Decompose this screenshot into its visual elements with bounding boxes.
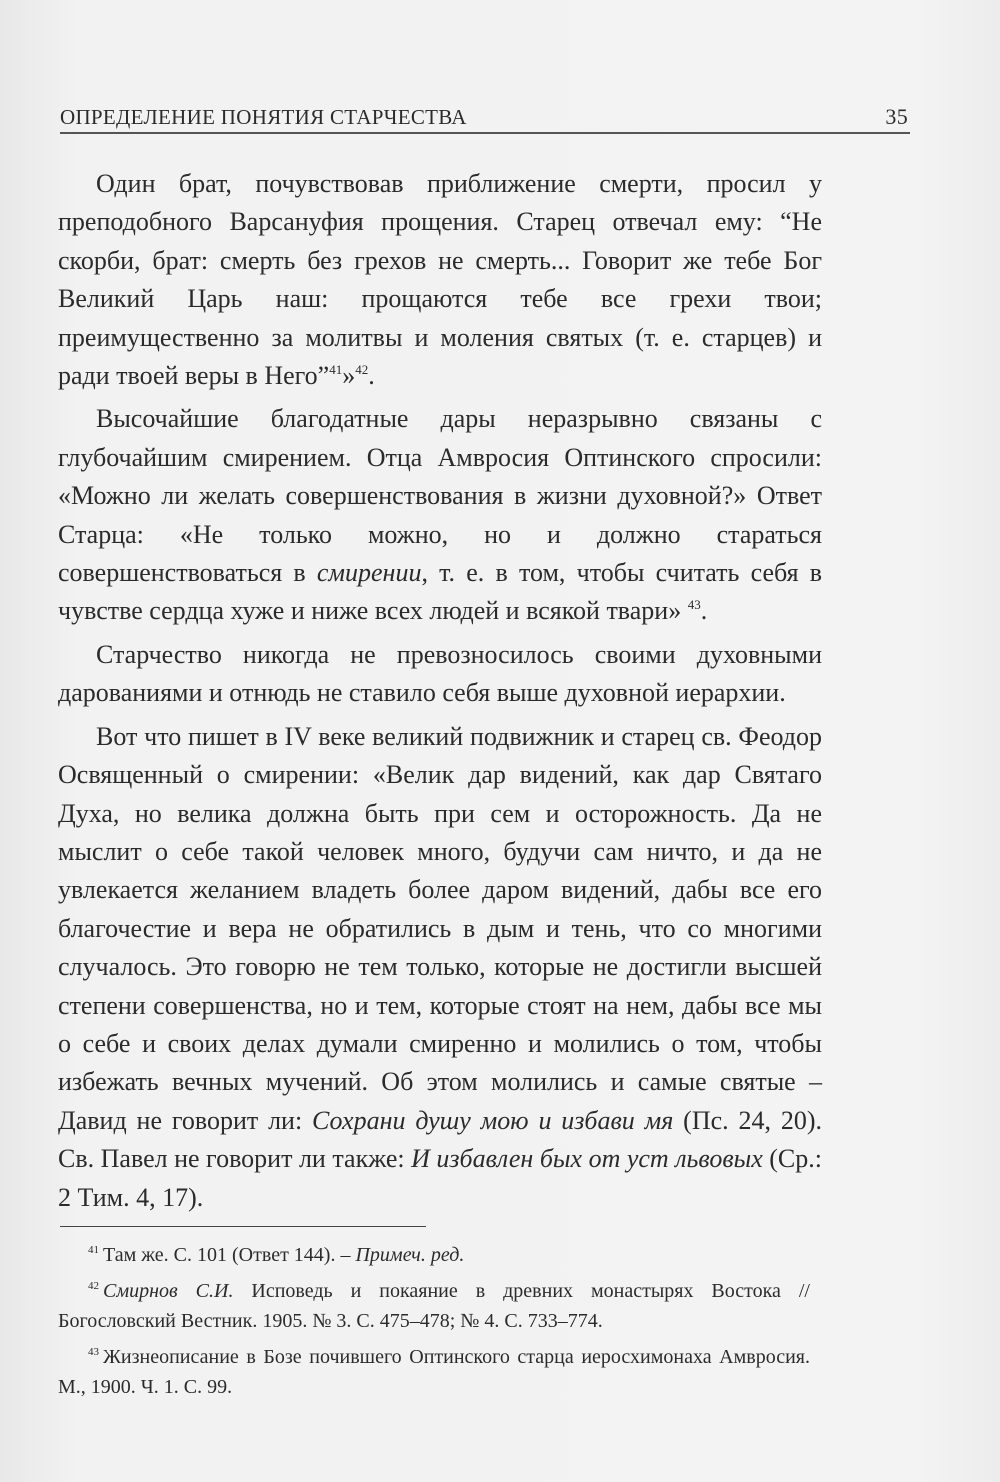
paragraph-2-text-cont: , т. е. в том, чтобы считать себя в чувстве сердца хуже и ниже всех людей и всякой твари» [58,558,822,626]
footnote-author: Смирнов С.И. [103,1280,234,1302]
footnote-ref-43: 43 [687,597,701,613]
paragraph-3 [58,636,822,713]
footnote-42 [58,1276,810,1336]
footnote-41 [58,1240,810,1270]
footnote-text: Там же. С. 101 (Ответ 144). – [103,1244,356,1266]
footnote-ref-41: 41 [329,362,343,378]
paragraph-1-text: Один брат, почувствовав приближение смерти, просил у преподобного Варсануфия прощения. Старец отвечал ему: “Не скорби, брат: смерть без грехов не смерть... Говорит же тебе Бог Великий Царь наш: прощаются тебе все грехи твои; преимущественно за молитвы и моления святых (т. е. старцев) и ради твоей веры в Него” [58,169,822,391]
paragraph-4-text: Вот что пишет в IV веке великий подвижник и старец св. Феодор Освященный о смирении: «Велик дар видений, как дар Святаго Духа, но велика должна быть при сем и осторожность. Да не мыслит о себе такой человек много, будучи сам ничто, и да не увлекается желанием владеть более даром видений, дабы все его благочестие и вера не обратились в дым и тень, что со многими случалось. Это говорю не тем только, которые не достигли высшей степени совершенства, но и тем, которые стоят на нем, дабы все мы о себе и своих делах думали смиренно и молились о том, чтобы избежать вечных мучений. Об этом молились и самые святые – Давид не говорит ли: [58,721,822,1135]
paragraph-4 [58,718,822,1217]
page-number: 35 [885,104,908,129]
footnote-number: 42 [88,1280,99,1292]
paragraph-1 [58,165,822,395]
paragraph-4-end: (Ср.: 2 Тим. 4, 17). [58,1144,822,1212]
paragraph-2-text: Высочайшие благодатные дары неразрывно связаны с глубочайшим смирением. Отца Амвросия Оптинского спросили: «Можно ли желать совершенствования в жизни духовной?» Ответ Старца: «Не только можно, но и должно стараться совершенствоваться в [58,404,822,588]
paragraph-1-end: . [368,361,375,391]
paragraph-4-italic-2: И избавлен бых от уст львовых [411,1144,763,1174]
paragraph-2-italic: смирении [316,558,422,588]
footnote-ref-42: 42 [355,362,369,378]
chapter-title: ОПРЕДЕЛЕНИЕ ПОНЯТИЯ СТАРЧЕСТВА [60,105,467,129]
footnote-43 [58,1342,810,1402]
footnote-italic: Примеч. ред. [355,1244,465,1266]
main-text [58,165,822,1217]
footnote-text: Жизнеописание в Бозе почившего Оптинского старца иеросхимонаха Амвросия. М., 1900. Ч. 1. С. 99. [58,1346,810,1398]
footnote-number: 41 [88,1244,99,1256]
footnote-number: 43 [88,1346,99,1358]
paragraph-4-italic-1: Сохрани душу мою и избави мя [312,1105,674,1135]
paragraph-2 [58,400,822,630]
footnote-divider [60,1226,426,1227]
paragraph-3-text: Старчество никогда не превозносилось своими духовными дарованиями и отнюдь не ставило себя выше духовной иерархии. [58,639,822,708]
closing-quote: » [342,361,356,391]
footnotes [58,1240,810,1408]
running-header [60,100,910,134]
paragraph-2-end: . [700,596,708,626]
footnote-text: Исповедь и покаяние в древних монастырях Востока // Богословский Вестник. 1905. № 3. С. 475–478; № 4. С. 733–774. [58,1280,810,1332]
paragraph-4-text-cont: (Пс. 24, 20). Св. Павел не говорит ли также: [58,1105,822,1174]
